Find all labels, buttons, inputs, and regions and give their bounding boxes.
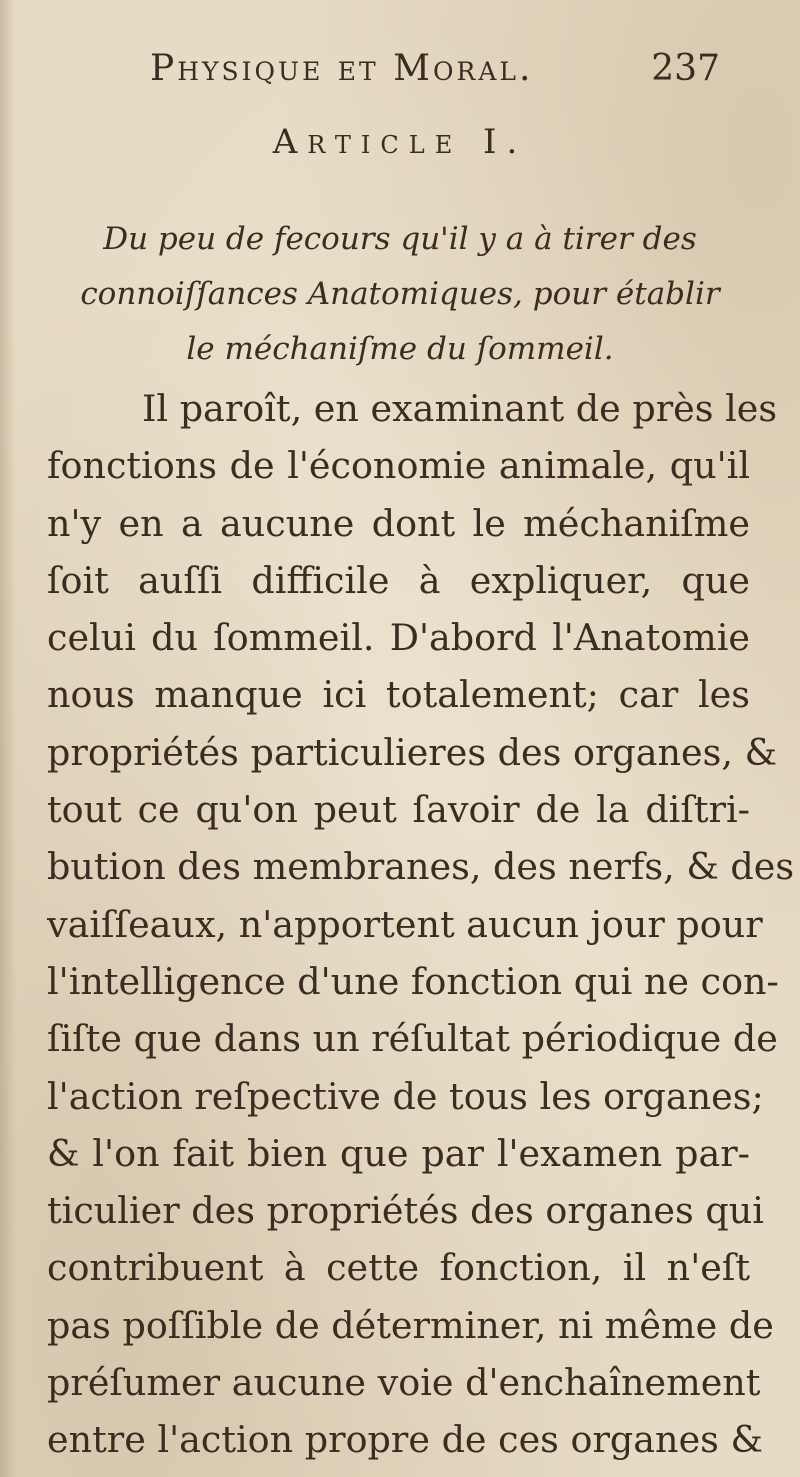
- body-paragraph: [47, 380, 795, 1469]
- text-line: l'action reſpective de tous les organes;: [47, 1074, 764, 1118]
- text-line: nous manque ici totalement; car les: [47, 673, 750, 717]
- text-line: contribuent à cette fonction, il n'eſt: [47, 1246, 750, 1290]
- text-line: pas poſſible de déterminer, ni même de: [47, 1303, 774, 1347]
- text-line: vaiſſeaux, n'apportent aucun jour pour: [47, 902, 763, 946]
- text-line: ticulier des propriétés des organes qui: [47, 1189, 764, 1233]
- page-number: 237: [651, 48, 720, 89]
- text-line: ſoit auſſi difficile à expliquer, que: [47, 558, 750, 602]
- text-line: fonctions de l'économie animale, qu'il: [47, 444, 750, 488]
- text-line: bution des membranes, des nerfs, & des: [47, 845, 795, 889]
- text-line: propriétés particulieres des organes, &: [47, 730, 778, 774]
- text-line: celui du ſommeil. D'abord l'Anatomie: [47, 616, 750, 660]
- text-line: & l'on fait bien que par l'examen par-: [47, 1131, 750, 1175]
- text-line: préſumer aucune voie d'enchaînement: [47, 1361, 761, 1405]
- subtitle-line: connoiſſances Anatomiques, pour établir: [80, 276, 720, 312]
- text-line: n'y en a aucune dont le méchaniſme: [47, 501, 750, 545]
- text-line: ſiſte que dans un réſultat périodique de: [47, 1017, 778, 1061]
- text-line: l'intelligence d'une fonction qui ne con-: [47, 959, 779, 1003]
- text-line: Il paroît, en examinant de près les: [142, 387, 778, 430]
- text-line: entre l'action propre de ces organes &: [47, 1418, 763, 1462]
- subtitle-line: Du peu de fecours qu'il y a à tirer des: [103, 221, 697, 257]
- text-line: tout ce qu'on peut ſavoir de la diſtri-: [47, 788, 750, 832]
- running-title: Physique et Moral.: [150, 48, 534, 89]
- article-heading: Article I.: [272, 122, 528, 162]
- article-subtitle: [40, 212, 760, 377]
- subtitle-line: le méchaniſme du ſommeil.: [186, 331, 614, 367]
- running-head: [150, 48, 720, 98]
